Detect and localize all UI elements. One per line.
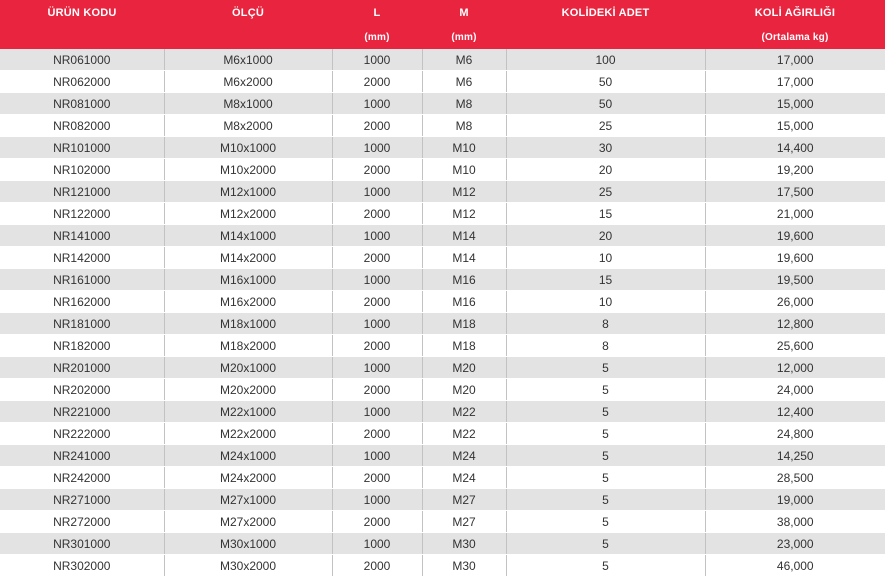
cell-box-weight: 21,000 xyxy=(705,203,885,225)
cell-product-code: NR102000 xyxy=(0,159,164,181)
cell-box-quantity: 8 xyxy=(506,335,705,357)
cell-size: M10x1000 xyxy=(164,137,332,159)
table-row xyxy=(0,335,885,357)
cell-box-weight: 19,200 xyxy=(705,159,885,181)
unit-size xyxy=(164,25,332,49)
cell-box-quantity: 5 xyxy=(506,511,705,533)
cell-thread: M30 xyxy=(422,533,506,555)
cell-box-quantity: 50 xyxy=(506,71,705,93)
unit-thread: (mm) xyxy=(422,25,506,49)
table-row xyxy=(0,269,885,291)
header-size: ÖLÇÜ xyxy=(164,0,332,25)
cell-box-quantity: 15 xyxy=(506,203,705,225)
cell-box-weight: 15,000 xyxy=(705,93,885,115)
cell-product-code: NR182000 xyxy=(0,335,164,357)
unit-box-weight: (Ortalama kg) xyxy=(705,25,885,49)
unit-box-quantity xyxy=(506,25,705,49)
cell-length: 2000 xyxy=(332,467,422,489)
cell-size: M16x2000 xyxy=(164,291,332,313)
cell-size: M30x1000 xyxy=(164,533,332,555)
cell-length: 2000 xyxy=(332,115,422,137)
cell-box-quantity: 5 xyxy=(506,445,705,467)
cell-thread: M18 xyxy=(422,313,506,335)
cell-thread: M8 xyxy=(422,115,506,137)
cell-length: 2000 xyxy=(332,335,422,357)
cell-box-quantity: 25 xyxy=(506,181,705,203)
cell-thread: M24 xyxy=(422,445,506,467)
cell-box-quantity: 20 xyxy=(506,225,705,247)
header-box-weight: KOLİ AĞIRLIĞI xyxy=(705,0,885,25)
table-row xyxy=(0,401,885,423)
cell-length: 1000 xyxy=(332,137,422,159)
cell-box-weight: 15,000 xyxy=(705,115,885,137)
cell-thread: M20 xyxy=(422,357,506,379)
cell-product-code: NR302000 xyxy=(0,555,164,577)
cell-length: 1000 xyxy=(332,181,422,203)
cell-box-weight: 12,800 xyxy=(705,313,885,335)
cell-thread: M16 xyxy=(422,291,506,313)
cell-product-code: NR082000 xyxy=(0,115,164,137)
cell-length: 2000 xyxy=(332,159,422,181)
cell-box-quantity: 100 xyxy=(506,49,705,71)
cell-size: M14x2000 xyxy=(164,247,332,269)
cell-product-code: NR081000 xyxy=(0,93,164,115)
cell-box-quantity: 5 xyxy=(506,357,705,379)
cell-box-quantity: 10 xyxy=(506,291,705,313)
cell-size: M8x1000 xyxy=(164,93,332,115)
cell-product-code: NR202000 xyxy=(0,379,164,401)
unit-product-code xyxy=(0,25,164,49)
cell-length: 2000 xyxy=(332,423,422,445)
table-row xyxy=(0,225,885,247)
cell-box-quantity: 5 xyxy=(506,423,705,445)
cell-box-weight: 28,500 xyxy=(705,467,885,489)
cell-product-code: NR121000 xyxy=(0,181,164,203)
cell-thread: M6 xyxy=(422,49,506,71)
cell-thread: M8 xyxy=(422,93,506,115)
cell-size: M30x2000 xyxy=(164,555,332,577)
cell-product-code: NR271000 xyxy=(0,489,164,511)
cell-box-quantity: 5 xyxy=(506,467,705,489)
cell-box-quantity: 25 xyxy=(506,115,705,137)
cell-thread: M18 xyxy=(422,335,506,357)
cell-product-code: NR101000 xyxy=(0,137,164,159)
cell-length: 1000 xyxy=(332,313,422,335)
cell-thread: M14 xyxy=(422,225,506,247)
table-row xyxy=(0,467,885,489)
cell-box-weight: 19,500 xyxy=(705,269,885,291)
cell-length: 1000 xyxy=(332,445,422,467)
cell-size: M8x2000 xyxy=(164,115,332,137)
cell-box-weight: 17,000 xyxy=(705,71,885,93)
cell-length: 2000 xyxy=(332,555,422,577)
table-row xyxy=(0,247,885,269)
unit-length: (mm) xyxy=(332,25,422,49)
table-row xyxy=(0,71,885,93)
cell-thread: M14 xyxy=(422,247,506,269)
cell-size: M10x2000 xyxy=(164,159,332,181)
cell-length: 1000 xyxy=(332,533,422,555)
cell-box-quantity: 5 xyxy=(506,555,705,577)
cell-box-weight: 17,500 xyxy=(705,181,885,203)
cell-size: M6x1000 xyxy=(164,49,332,71)
cell-box-quantity: 5 xyxy=(506,379,705,401)
cell-thread: M12 xyxy=(422,203,506,225)
cell-thread: M30 xyxy=(422,555,506,577)
table-row xyxy=(0,313,885,335)
cell-size: M24x1000 xyxy=(164,445,332,467)
cell-box-weight: 17,000 xyxy=(705,49,885,71)
cell-box-weight: 14,250 xyxy=(705,445,885,467)
table-row xyxy=(0,423,885,445)
cell-thread: M10 xyxy=(422,159,506,181)
cell-thread: M27 xyxy=(422,511,506,533)
cell-box-quantity: 5 xyxy=(506,533,705,555)
cell-box-weight: 25,600 xyxy=(705,335,885,357)
table-row xyxy=(0,445,885,467)
cell-size: M18x1000 xyxy=(164,313,332,335)
cell-size: M20x2000 xyxy=(164,379,332,401)
header-box-quantity: KOLİDEKİ ADET xyxy=(506,0,705,25)
cell-product-code: NR241000 xyxy=(0,445,164,467)
header-length: L xyxy=(332,0,422,25)
cell-product-code: NR142000 xyxy=(0,247,164,269)
table-row xyxy=(0,115,885,137)
cell-product-code: NR272000 xyxy=(0,511,164,533)
cell-size: M18x2000 xyxy=(164,335,332,357)
cell-box-quantity: 50 xyxy=(506,93,705,115)
cell-length: 1000 xyxy=(332,489,422,511)
cell-thread: M20 xyxy=(422,379,506,401)
cell-thread: M22 xyxy=(422,401,506,423)
cell-length: 1000 xyxy=(332,269,422,291)
cell-box-quantity: 5 xyxy=(506,401,705,423)
cell-box-weight: 46,000 xyxy=(705,555,885,577)
table-row xyxy=(0,137,885,159)
cell-product-code: NR162000 xyxy=(0,291,164,313)
cell-thread: M12 xyxy=(422,181,506,203)
cell-box-weight: 26,000 xyxy=(705,291,885,313)
cell-length: 2000 xyxy=(332,291,422,313)
cell-box-weight: 23,000 xyxy=(705,533,885,555)
cell-length: 2000 xyxy=(332,247,422,269)
cell-length: 2000 xyxy=(332,203,422,225)
cell-thread: M16 xyxy=(422,269,506,291)
cell-length: 1000 xyxy=(332,225,422,247)
cell-thread: M24 xyxy=(422,467,506,489)
table-row xyxy=(0,555,885,577)
cell-product-code: NR222000 xyxy=(0,423,164,445)
cell-box-weight: 19,000 xyxy=(705,489,885,511)
table-row xyxy=(0,533,885,555)
table-row xyxy=(0,49,885,71)
table-row xyxy=(0,181,885,203)
cell-box-weight: 19,600 xyxy=(705,225,885,247)
table-row xyxy=(0,511,885,533)
cell-product-code: NR221000 xyxy=(0,401,164,423)
cell-product-code: NR181000 xyxy=(0,313,164,335)
cell-thread: M22 xyxy=(422,423,506,445)
cell-length: 1000 xyxy=(332,93,422,115)
cell-product-code: NR122000 xyxy=(0,203,164,225)
cell-product-code: NR141000 xyxy=(0,225,164,247)
cell-box-quantity: 20 xyxy=(506,159,705,181)
cell-product-code: NR062000 xyxy=(0,71,164,93)
header-units-row xyxy=(0,25,885,49)
cell-product-code: NR161000 xyxy=(0,269,164,291)
cell-size: M14x1000 xyxy=(164,225,332,247)
cell-size: M16x1000 xyxy=(164,269,332,291)
cell-box-quantity: 8 xyxy=(506,313,705,335)
cell-size: M20x1000 xyxy=(164,357,332,379)
cell-box-weight: 38,000 xyxy=(705,511,885,533)
cell-thread: M10 xyxy=(422,137,506,159)
cell-box-weight: 19,600 xyxy=(705,247,885,269)
cell-length: 2000 xyxy=(332,71,422,93)
cell-size: M22x2000 xyxy=(164,423,332,445)
cell-box-weight: 24,000 xyxy=(705,379,885,401)
header-row xyxy=(0,0,885,25)
table-row xyxy=(0,291,885,313)
cell-length: 1000 xyxy=(332,357,422,379)
cell-length: 2000 xyxy=(332,379,422,401)
cell-thread: M6 xyxy=(422,71,506,93)
cell-product-code: NR301000 xyxy=(0,533,164,555)
header-product-code: ÜRÜN KODU xyxy=(0,0,164,25)
cell-box-quantity: 30 xyxy=(506,137,705,159)
cell-box-quantity: 10 xyxy=(506,247,705,269)
table-header xyxy=(0,0,885,49)
cell-product-code: NR242000 xyxy=(0,467,164,489)
cell-product-code: NR201000 xyxy=(0,357,164,379)
cell-box-quantity: 15 xyxy=(506,269,705,291)
cell-box-weight: 12,400 xyxy=(705,401,885,423)
table-row xyxy=(0,357,885,379)
cell-size: M12x1000 xyxy=(164,181,332,203)
cell-box-weight: 24,800 xyxy=(705,423,885,445)
table-row xyxy=(0,489,885,511)
cell-product-code: NR061000 xyxy=(0,49,164,71)
cell-length: 1000 xyxy=(332,401,422,423)
table-row xyxy=(0,93,885,115)
cell-size: M12x2000 xyxy=(164,203,332,225)
cell-box-weight: 14,400 xyxy=(705,137,885,159)
cell-length: 1000 xyxy=(332,49,422,71)
cell-size: M24x2000 xyxy=(164,467,332,489)
cell-box-weight: 12,000 xyxy=(705,357,885,379)
table-row xyxy=(0,159,885,181)
cell-size: M27x2000 xyxy=(164,511,332,533)
cell-size: M6x2000 xyxy=(164,71,332,93)
cell-size: M27x1000 xyxy=(164,489,332,511)
cell-box-quantity: 5 xyxy=(506,489,705,511)
cell-thread: M27 xyxy=(422,489,506,511)
table-body xyxy=(0,49,885,577)
cell-size: M22x1000 xyxy=(164,401,332,423)
table-row xyxy=(0,379,885,401)
header-thread: M xyxy=(422,0,506,25)
table-row xyxy=(0,203,885,225)
cell-length: 2000 xyxy=(332,511,422,533)
